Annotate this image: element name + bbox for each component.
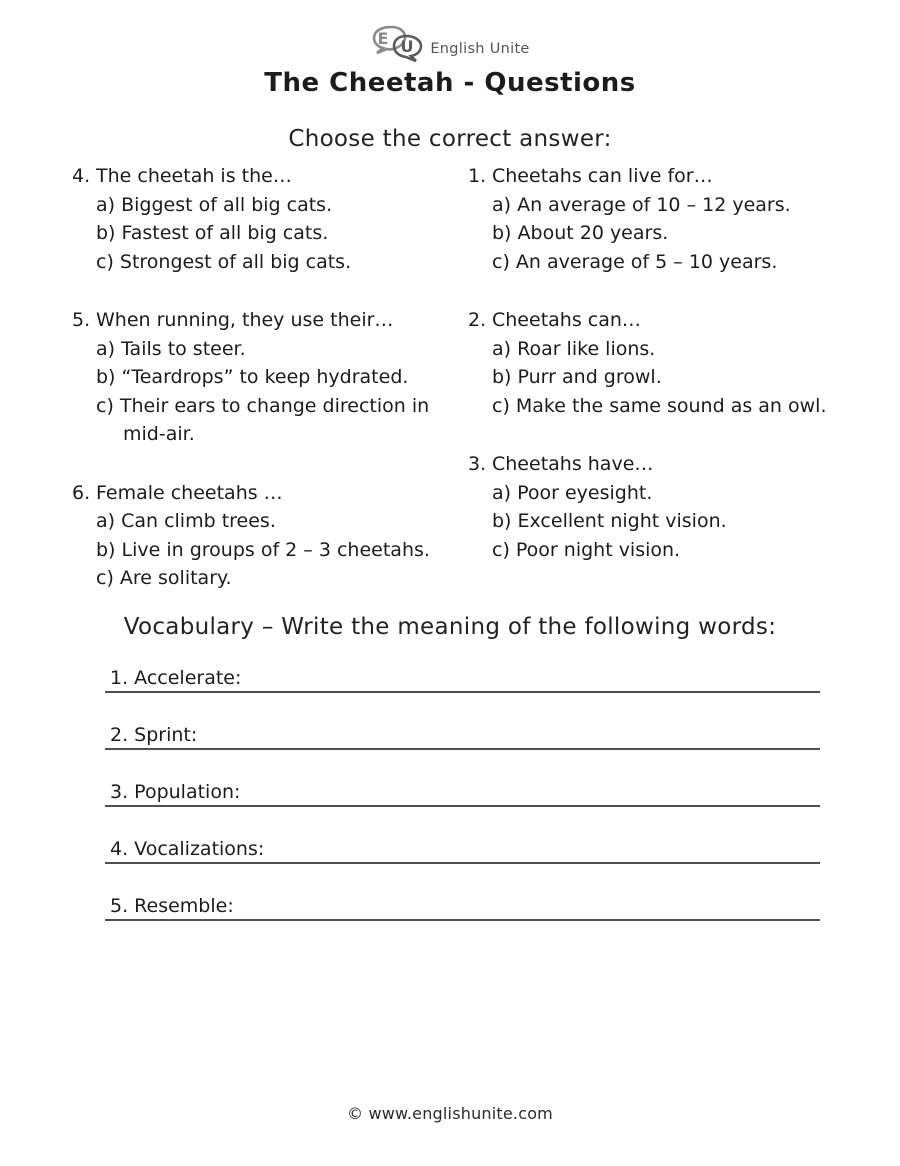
answer-option-a: a) Can climb trees. xyxy=(96,510,276,532)
answer-option-b: b) Excellent night vision. xyxy=(492,510,727,532)
question-head xyxy=(468,450,848,479)
question-text: The cheetah is the… xyxy=(96,165,292,187)
answer-option-c: c) An average of 5 – 10 years. xyxy=(492,250,778,273)
vocab-word-label: 1. Accelerate: xyxy=(110,667,242,689)
logo-wordmark: English Unite xyxy=(430,41,530,57)
question-head xyxy=(72,479,452,508)
question-5 xyxy=(72,306,452,449)
question-2 xyxy=(468,306,848,420)
answer-option-b: b) Live in groups of 2 – 3 cheetahs. xyxy=(96,538,430,561)
question-text: Cheetahs have… xyxy=(492,453,654,475)
answer-option-a: a) Roar like lions. xyxy=(492,337,656,360)
vocabulary-section xyxy=(0,610,900,948)
vocab-row-sprint xyxy=(105,720,820,750)
vocabulary-heading: Vocabulary – Write the meaning of the following words: xyxy=(123,614,777,640)
answer-option-c: c) Their ears to change direction in mid-air. xyxy=(96,394,430,445)
answer-option-a: a) An average of 10 – 12 years. xyxy=(492,193,791,216)
question-head xyxy=(72,306,452,335)
question-text: When running, they use their… xyxy=(96,309,394,331)
vocab-word-label: 4. Vocalizations: xyxy=(110,838,265,860)
question-number: 5. xyxy=(72,309,91,331)
question-head xyxy=(468,306,848,335)
vocab-word-label: 2. Sprint: xyxy=(110,724,198,746)
question-text: Female cheetahs … xyxy=(96,481,283,504)
logo-letter-e: E xyxy=(377,29,389,48)
answer-option-c: c) Are solitary. xyxy=(96,567,232,589)
answer-option-c: c) Poor night vision. xyxy=(492,538,681,561)
question-text: Cheetahs can… xyxy=(492,309,641,331)
question-head xyxy=(72,162,452,191)
footer xyxy=(0,1104,900,1123)
quiz-instruction: Choose the correct answer: xyxy=(288,126,612,152)
question-head xyxy=(468,162,848,191)
page-title: The Cheetah - Questions xyxy=(264,68,636,98)
vocab-row-vocalizations xyxy=(105,834,820,864)
english-unite-logo-icon xyxy=(370,24,426,64)
answer-option-b: b) Fastest of all big cats. xyxy=(96,222,329,244)
answer-option-b: b) Purr and growl. xyxy=(492,366,662,388)
vocab-row-population xyxy=(105,777,820,807)
question-number: 3. xyxy=(468,453,487,475)
answer-option-c: c) Strongest of all big cats. xyxy=(96,250,352,273)
answer-option-a: a) Poor eyesight. xyxy=(492,481,653,504)
vocab-row-accelerate xyxy=(105,663,820,693)
answer-option-b: b) About 20 years. xyxy=(492,222,669,244)
answer-option-a: a) Tails to steer. xyxy=(96,337,246,360)
answer-option-c: c) Make the same sound as an owl. xyxy=(492,394,827,417)
quiz-column-right xyxy=(468,162,848,623)
question-4 xyxy=(72,162,452,276)
question-1 xyxy=(468,162,848,276)
answer-option-a: a) Biggest of all big cats. xyxy=(96,193,333,216)
vocabulary-list xyxy=(105,663,820,921)
question-text: Cheetahs can live for… xyxy=(492,165,713,187)
logo-letter-u: U xyxy=(400,37,414,56)
question-number: 2. xyxy=(468,309,487,331)
question-number: 4. xyxy=(72,165,91,187)
quiz-section xyxy=(0,162,900,623)
english-unite-logo xyxy=(0,24,900,64)
question-number: 1. xyxy=(468,165,487,187)
quiz-column-left xyxy=(72,162,452,623)
vocab-word-label: 3. Population: xyxy=(110,781,241,803)
question-number: 6. xyxy=(72,481,91,504)
vocab-row-resemble xyxy=(105,891,820,921)
vocab-word-label: 5. Resemble: xyxy=(110,895,234,917)
answer-option-b: b) “Teardrops” to keep hydrated. xyxy=(96,366,409,388)
question-6 xyxy=(72,479,452,593)
question-3 xyxy=(468,450,848,564)
copyright-text: © www.englishunite.com xyxy=(347,1104,553,1123)
